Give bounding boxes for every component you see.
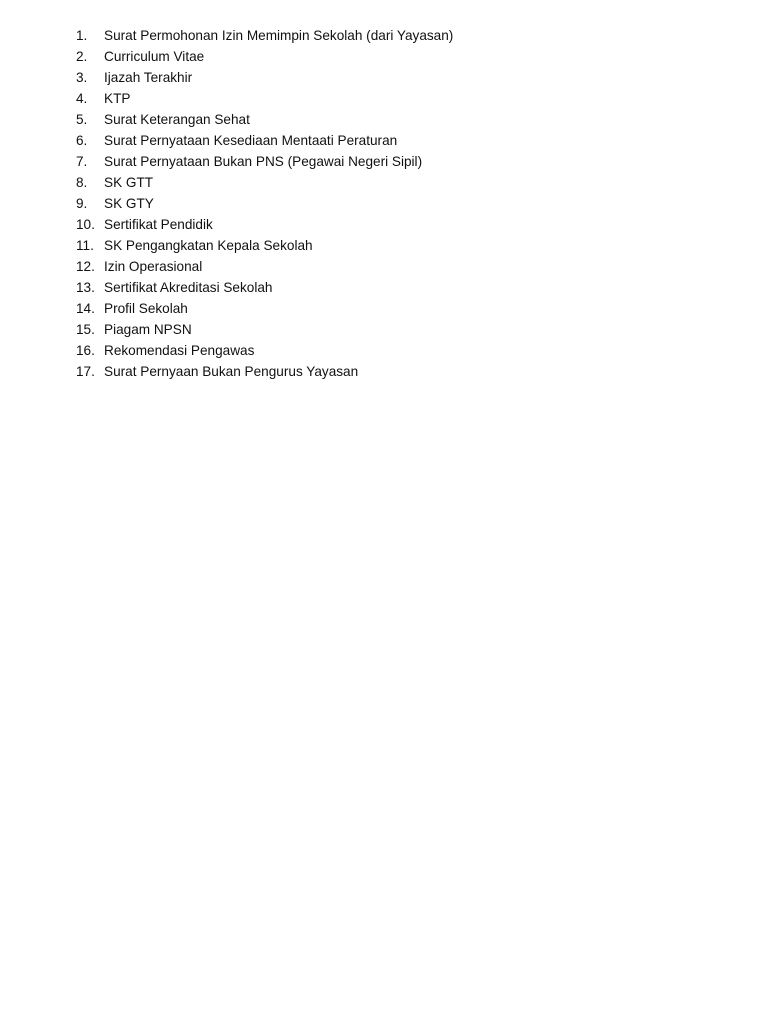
item-text: Piagam NPSN xyxy=(104,322,192,337)
list-item xyxy=(76,298,453,319)
list-item xyxy=(76,109,453,130)
list-item xyxy=(76,172,453,193)
item-text: Surat Pernyataan Kesediaan Mentaati Peraturan xyxy=(104,133,398,148)
requirements-list xyxy=(76,25,453,382)
list-item xyxy=(76,256,453,277)
item-text: Surat Pernyataan Bukan PNS (Pegawai Negeri Sipil) xyxy=(104,154,423,169)
list-item xyxy=(76,151,453,172)
item-number: 3. xyxy=(76,70,88,85)
item-number: 11. xyxy=(76,238,94,253)
item-text: KTP xyxy=(104,91,131,106)
list-item xyxy=(76,67,453,88)
item-text: Profil Sekolah xyxy=(104,301,188,316)
item-number: 9. xyxy=(76,196,88,211)
item-number: 10. xyxy=(76,217,95,232)
list-item xyxy=(76,214,453,235)
list-item xyxy=(76,193,453,214)
list-item xyxy=(76,25,453,46)
item-text: Curriculum Vitae xyxy=(104,49,205,64)
item-number: 16. xyxy=(76,343,95,358)
item-text: Ijazah Terakhir xyxy=(104,70,193,85)
list-item xyxy=(76,46,453,67)
item-text: Surat Pernyaan Bukan Pengurus Yayasan xyxy=(104,364,359,379)
item-text: SK GTY xyxy=(104,196,154,211)
item-text: Sertifikat Pendidik xyxy=(104,217,213,232)
item-number: 14. xyxy=(76,301,95,316)
item-number: 17. xyxy=(76,364,95,379)
item-text: Sertifikat Akreditasi Sekolah xyxy=(104,280,273,295)
list-item xyxy=(76,130,453,151)
item-number: 5. xyxy=(76,112,88,127)
item-number: 2. xyxy=(76,49,88,64)
item-number: 1. xyxy=(76,28,88,43)
item-text: SK Pengangkatan Kepala Sekolah xyxy=(104,238,313,253)
item-number: 12. xyxy=(76,259,95,274)
item-text: SK GTT xyxy=(104,175,154,190)
item-number: 8. xyxy=(76,175,88,190)
item-number: 15. xyxy=(76,322,95,337)
item-number: 7. xyxy=(76,154,88,169)
list-item xyxy=(76,361,453,382)
item-text: Surat Keterangan Sehat xyxy=(104,112,250,127)
list-item xyxy=(76,88,453,109)
list-item xyxy=(76,235,453,256)
list-item xyxy=(76,340,453,361)
item-number: 4. xyxy=(76,91,88,106)
item-number: 13. xyxy=(76,280,95,295)
item-number: 6. xyxy=(76,133,88,148)
list-item xyxy=(76,319,453,340)
list-item xyxy=(76,277,453,298)
item-text: Izin Operasional xyxy=(104,259,203,274)
item-text: Surat Permohonan Izin Memimpin Sekolah (dari Yayasan) xyxy=(104,28,454,43)
item-text: Rekomendasi Pengawas xyxy=(104,343,255,358)
